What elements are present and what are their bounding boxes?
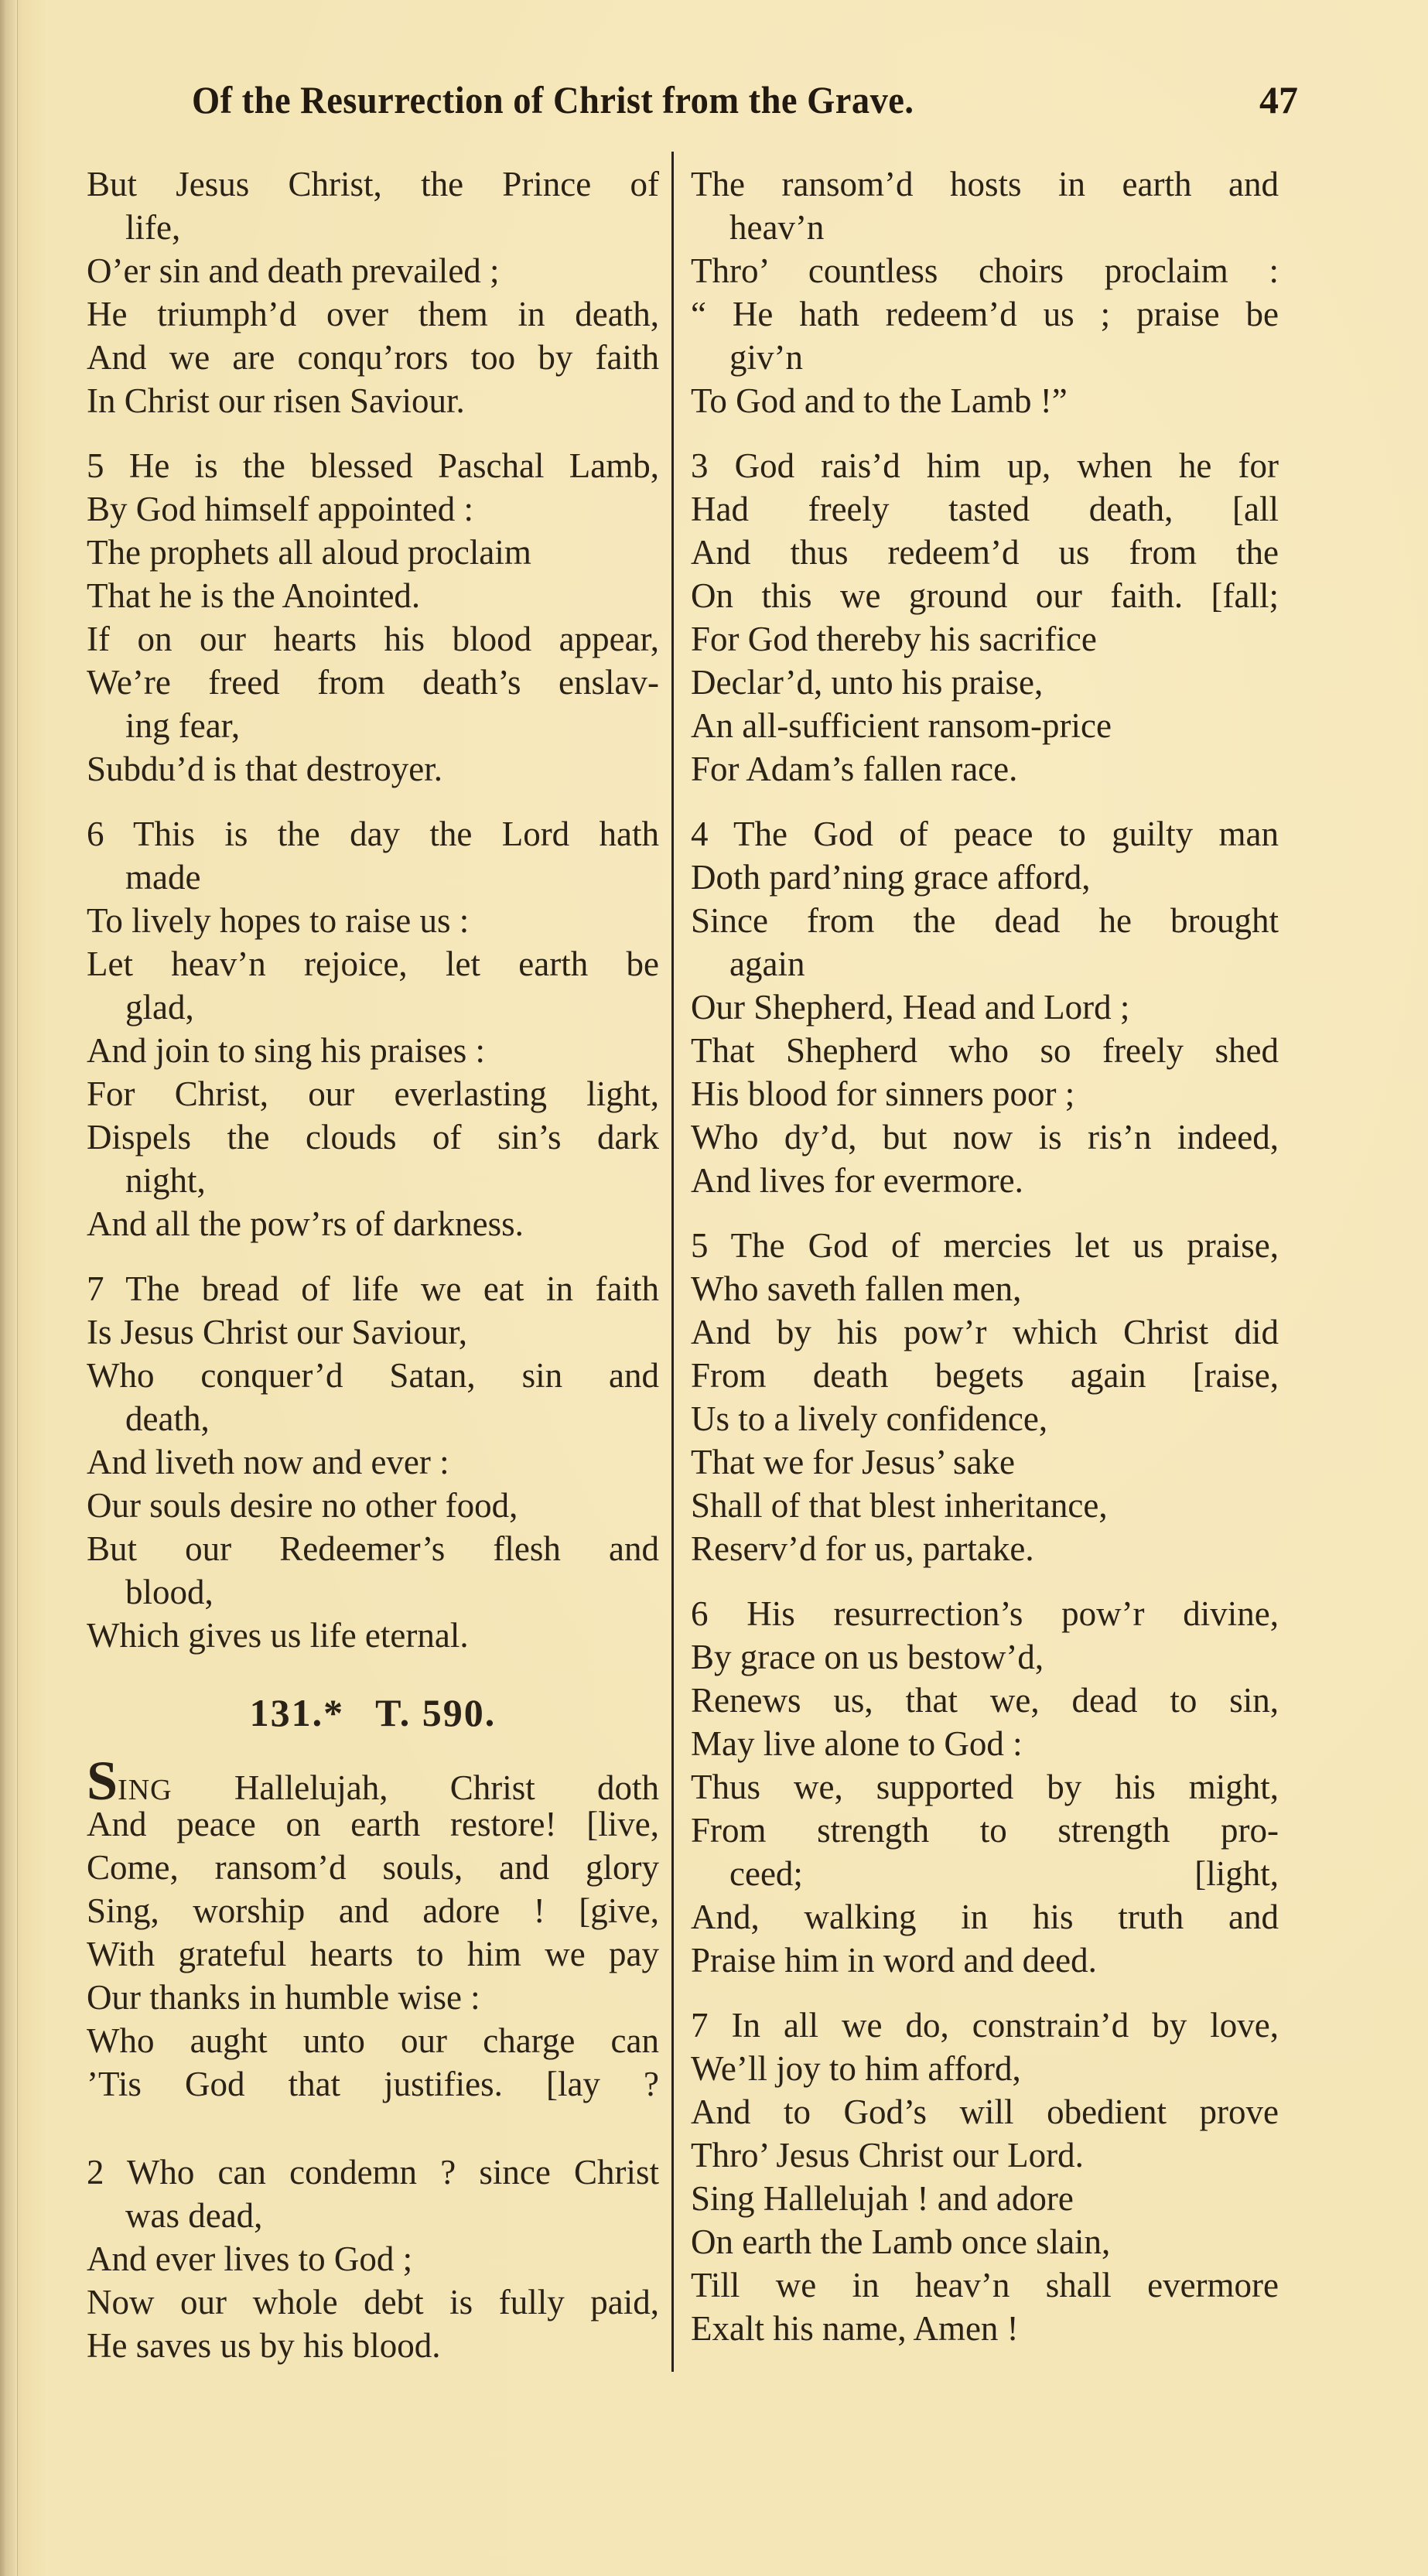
verse-line: The ransom’d hosts in earth and <box>691 165 1279 203</box>
verse-line: And lives for evermore. <box>691 1161 1023 1200</box>
verse-line: If on our hearts his blood appear, <box>87 620 659 658</box>
verse-line: And all the pow’rs of darkness. <box>87 1204 524 1243</box>
verse-line: blood, <box>125 1573 214 1611</box>
verse-line: Thus we, supported by his might, <box>691 1768 1279 1806</box>
verse-line: 4 The God of peace to guilty man <box>691 815 1279 853</box>
running-title: Of the Resurrection of Christ from the Grave. <box>192 78 914 121</box>
verse-line: Doth pard’ning grace afford, <box>691 858 1091 897</box>
verse-line: May live alone to God : <box>691 1724 1023 1763</box>
verse-line: And peace on earth restore! [live, <box>87 1805 659 1843</box>
verse-line: 6 This is the day the Lord hath <box>87 815 659 853</box>
tune-number: T. 590. <box>375 1691 497 1734</box>
verse-line: And ever lives to God ; <box>87 2239 413 2278</box>
verse-line: 7 The bread of life we eat in faith <box>87 1269 659 1308</box>
verse-line: Reserv’d for us, partake. <box>691 1529 1034 1568</box>
verse-line: 2 Who can condemn ? since Christ <box>87 2153 659 2192</box>
page-number: 47 <box>1259 78 1298 121</box>
verse-line: Who saveth fallen men, <box>691 1269 1022 1308</box>
verse-line: And join to sing his praises : <box>87 1031 485 1070</box>
verse-line: And thus redeem’d us from the <box>691 533 1279 572</box>
verse-line: death, <box>125 1399 210 1438</box>
verse-line: Who conquer’d Satan, sin and <box>87 1356 659 1395</box>
verse-line: life, <box>125 208 181 247</box>
verse-line: “ He hath redeem’d us ; praise be <box>691 295 1279 333</box>
verse-line: again <box>729 945 805 983</box>
verse-line: From strength to strength pro- <box>691 1811 1279 1850</box>
verse-line: Declar’d, unto his praise, <box>691 663 1044 702</box>
verse-line: Subdu’d is that destroyer. <box>87 750 442 788</box>
verse-line: Shall of that blest inheritance, <box>691 1486 1108 1525</box>
verse-line: Who aught unto our charge can <box>87 2021 659 2060</box>
verse-line: was dead, <box>125 2196 263 2235</box>
book-binding-edge <box>0 0 18 2576</box>
verse-line: Us to a lively confidence, <box>691 1399 1048 1438</box>
first-line-rest: Hallelujah, Christ doth <box>172 1768 659 1807</box>
verse-line: Thro’ Jesus Christ our Lord. <box>691 2136 1084 2175</box>
verse-line: Our thanks in humble wise : <box>87 1978 480 2017</box>
verse-line: From death begets again [raise, <box>691 1356 1279 1395</box>
verse-line: For Christ, our everlasting light, <box>87 1074 659 1113</box>
verse-line: 6 His resurrection’s pow’r divine, <box>691 1594 1279 1633</box>
verse-line: To lively hopes to raise us : <box>87 901 470 940</box>
verse-line: On this we ground our faith. [fall; <box>691 576 1279 615</box>
verse-line: The prophets all aloud proclaim <box>87 533 531 572</box>
verse-line: Exalt his name, Amen ! <box>691 2309 1019 2348</box>
verse-line: Is Jesus Christ our Saviour, <box>87 1313 467 1351</box>
verse-line: Since from the dead he brought <box>691 901 1279 940</box>
verse-line: But Jesus Christ, the Prince of <box>87 165 659 203</box>
verse-line: That he is the Anointed. <box>87 576 421 615</box>
verse-line: ceed; [light, <box>729 1854 1279 1893</box>
verse-line: Our Shepherd, Head and Lord ; <box>691 988 1130 1027</box>
verse-line: Our souls desire no other food, <box>87 1486 518 1525</box>
verse-line: On earth the Lamb once slain, <box>691 2222 1111 2261</box>
verse-line: For Adam’s fallen race. <box>691 750 1018 788</box>
verse-line: Praise him in word and deed. <box>691 1941 1097 1980</box>
verse-line: glad, <box>125 988 194 1027</box>
verse-line: By God himself appointed : <box>87 490 473 528</box>
verse-line: made <box>125 858 201 897</box>
column-divider <box>671 152 674 2372</box>
verse-line: 5 The God of mercies let us praise, <box>691 1226 1279 1265</box>
verse-line: Sing, worship and adore ! [give, <box>87 1891 659 1930</box>
verse-line: Now our whole debt is fully paid, <box>87 2283 659 2321</box>
verse-line: He saves us by his blood. <box>87 2326 441 2365</box>
verse-line: Sing Hallelujah ! and adore <box>691 2179 1074 2218</box>
verse-line: In Christ our risen Saviour. <box>87 381 465 420</box>
verse-line: And, walking in his truth and <box>691 1898 1279 1936</box>
verse-line: And liveth now and ever : <box>87 1443 449 1481</box>
verse-line: To God and to the Lamb !” <box>691 381 1068 420</box>
small-caps-text: ING <box>118 1774 173 1806</box>
verse-line: He triumph’d over them in death, <box>87 295 659 333</box>
verse-line: And by his pow’r which Christ did <box>691 1313 1279 1351</box>
verse-line: Had freely tasted death, [all <box>691 490 1279 528</box>
verse-line: By grace on us bestow’d, <box>691 1638 1044 1676</box>
verse-line: heav’n <box>729 208 825 247</box>
running-head <box>0 77 1428 139</box>
verse-line: 5 He is the blessed Paschal Lamb, <box>87 446 659 485</box>
verse-line: We’re freed from death’s enslav- <box>87 663 659 702</box>
hymn-first-line <box>87 1750 659 1812</box>
verse-line: Dispels the clouds of sin’s dark <box>87 1118 659 1156</box>
verse-line: Thro’ countless choirs proclaim : <box>691 251 1279 290</box>
verse-line: night, <box>125 1161 206 1200</box>
verse-line: We’ll joy to him afford, <box>691 2049 1021 2088</box>
drop-cap: S <box>87 1750 118 1812</box>
verse-line: Who dy’d, but now is ris’n indeed, <box>691 1118 1279 1156</box>
verse-line: Let heav’n rejoice, let earth be <box>87 945 659 983</box>
verse-line: ’Tis God that justifies. [lay ? <box>87 2065 659 2103</box>
verse-line: An all-sufficient ransom-price <box>691 706 1112 745</box>
verse-line: With grateful hearts to him we pay <box>87 1935 659 1973</box>
verse-line: Renews us, that we, dead to sin, <box>691 1681 1279 1720</box>
hymn-number: 131.* <box>249 1691 345 1734</box>
verse-line: That Shepherd who so freely shed <box>691 1031 1279 1070</box>
verse-line: His blood for sinners poor ; <box>691 1074 1075 1113</box>
hymn-heading <box>87 1689 659 1736</box>
verse-line: Till we in heav’n shall evermore <box>691 2266 1279 2304</box>
verse-line: But our Redeemer’s flesh and <box>87 1529 659 1568</box>
verse-line: O’er sin and death prevailed ; <box>87 251 500 290</box>
verse-line: 3 God rais’d him up, when he for <box>691 446 1279 485</box>
verse-line: And to God’s will obedient prove <box>691 2093 1279 2131</box>
verse-line: ing fear, <box>125 706 241 745</box>
verse-line: Come, ransom’d souls, and glory <box>87 1848 659 1887</box>
verse-line: Which gives us life eternal. <box>87 1616 469 1655</box>
verse-line: For God thereby his sacrifice <box>691 620 1097 658</box>
verse-line: 7 In all we do, constrain’d by love, <box>691 2006 1279 2045</box>
verse-line: giv’n <box>729 338 803 377</box>
verse-line: That we for Jesus’ sake <box>691 1443 1016 1481</box>
verse-line: And we are conqu’rors too by faith <box>87 338 659 377</box>
